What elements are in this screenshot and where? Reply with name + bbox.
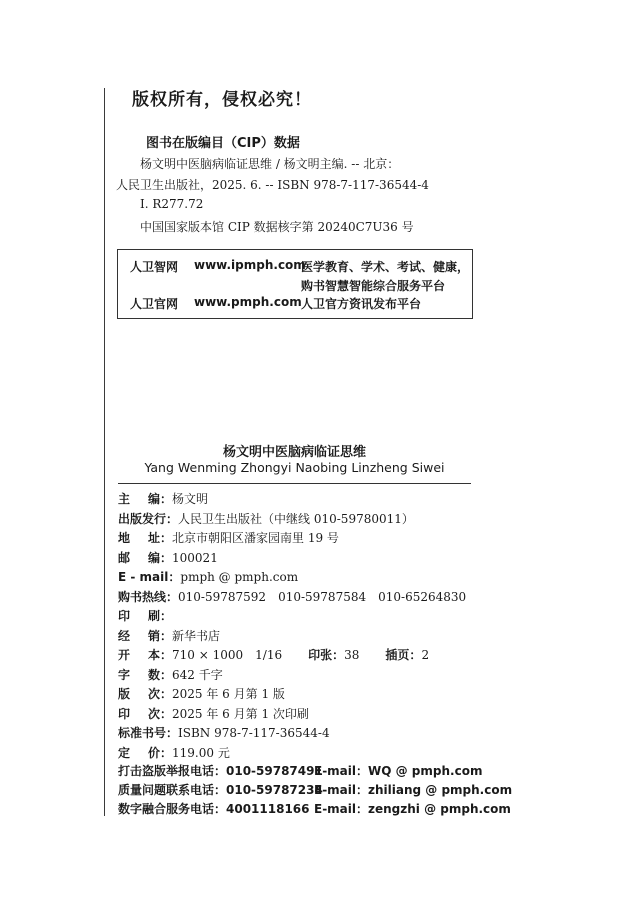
title-divider [118, 483, 471, 484]
piracy-report-phone: 打击盗版举报电话：010-59787491 [118, 764, 323, 778]
isbn-label: 标准书号 [118, 726, 167, 740]
editor-value: 杨文明 [172, 492, 209, 506]
price-label: 定价 [118, 745, 160, 760]
email-label: E - mail [118, 570, 169, 584]
info-row-format: 开本：710 × 1000 1/16 印张：38 插页：2 [118, 646, 466, 666]
piracy-report-email[interactable]: E-mail：WQ @ pmph.com [314, 764, 483, 778]
digital-service-phone: 数字融合服务电话：4001118166 [118, 802, 310, 816]
sheets-label: 印张 [308, 648, 333, 662]
cip-line-4: 中国国家版本馆 CIP 数据核字第 20240C7U36 号 [140, 220, 414, 234]
publisher-value: 人民卫生出版社（中继线 010-59780011） [178, 511, 414, 526]
hotline-value: 010-59787592 010-59787584 010-65264830 [178, 589, 467, 604]
plates-label: 插页 [385, 648, 410, 662]
info-row-isbn: 标准书号：ISBN 978-7-117-36544-4 [118, 724, 466, 744]
site2-desc: 人卫官方资讯发布平台 [301, 297, 422, 311]
cip-line-1: 杨文明中医脑病临证思维 / 杨文明主编. -- 北京： [140, 157, 400, 171]
publication-info [118, 490, 466, 763]
info-row-editor: 主编：杨文明 [118, 490, 466, 510]
info-row-words: 字数：642 千字 [118, 666, 466, 686]
info-row-edition: 版次：2025 年 6 月第 1 版 [118, 685, 466, 705]
printing-value: 2025 年 6 月第 1 次印刷 [172, 706, 309, 721]
edition-label: 版次 [118, 687, 160, 701]
sheets-value: 38 [344, 648, 360, 662]
book-title: 杨文明中医脑病临证思维 [222, 445, 366, 460]
editor-label: 主编 [118, 492, 160, 506]
site1-desc-2: 购书智慧智能综合服务平台 [301, 279, 446, 293]
format-value: 710 × 1000 1/16 [172, 648, 283, 662]
cip-heading: 图书在版编目（CIP）数据 [146, 136, 300, 151]
site1-desc: 医学教育、学术、考试、健康， [301, 260, 470, 274]
site1-url[interactable]: www.ipmph.com [194, 258, 306, 272]
site1-name: 人卫智网 [130, 260, 179, 274]
address-value: 北京市朝阳区潘家园南里 19 号 [172, 531, 339, 545]
postcode-label: 邮编 [118, 550, 160, 565]
info-row-hotline: 购书热线：010-59787592 010-59787584 010-65264830 [118, 588, 466, 608]
copyright-notice: 版权所有，侵权必究！ [132, 90, 312, 110]
distributor-value: 新华书店 [172, 628, 221, 643]
isbn-value: ISBN 978-7-117-36544-4 [178, 726, 330, 740]
cip-line-2: 人民卫生出版社，2025. 6. -- ISBN 978-7-117-36544-4 [116, 178, 429, 192]
quality-contact-email[interactable]: E-mail：zhiliang @ pmph.com [314, 783, 513, 797]
hotline-label: 购书热线 [118, 589, 167, 604]
info-row-printing: 印次：2025 年 6 月第 1 次印刷 [118, 705, 466, 725]
price-value: 119.00 元 [172, 745, 230, 760]
quality-contact-phone: 质量问题联系电话：010-59787234 [118, 783, 323, 797]
email-value[interactable]: pmph @ pmph.com [180, 570, 299, 584]
printer-label: 印刷 [118, 609, 160, 623]
publisher-label: 出版发行 [118, 511, 167, 526]
network-info-box [117, 249, 473, 319]
address-label: 地址 [118, 531, 160, 545]
info-row-price: 定价：119.00 元 [118, 744, 466, 764]
info-row-publisher: 出版发行：人民卫生出版社（中继线 010-59780011） [118, 510, 466, 530]
cip-line-3: Ⅰ. R277.72 [140, 197, 204, 211]
site2-url[interactable]: www.pmph.com [194, 295, 302, 309]
printing-label: 印次 [118, 706, 160, 721]
postcode-value: 100021 [172, 550, 218, 565]
info-row-address: 地址：北京市朝阳区潘家园南里 19 号 [118, 529, 466, 549]
format-label: 开本 [118, 648, 160, 662]
digital-service-email[interactable]: E-mail：zengzhi @ pmph.com [314, 802, 511, 816]
info-row-postcode: 邮编：100021 [118, 549, 466, 569]
edition-value: 2025 年 6 月第 1 版 [172, 687, 285, 701]
plates-value: 2 [421, 648, 430, 662]
distributor-label: 经销 [118, 628, 160, 643]
info-row-email: E - mail：pmph @ pmph.com [118, 568, 466, 588]
book-pinyin: Yang Wenming Zhongyi Naobing Linzheng Siwei [144, 460, 445, 475]
site2-name: 人卫官网 [130, 297, 179, 311]
margin-rule [104, 88, 105, 816]
words-label: 字数 [118, 667, 160, 682]
words-value: 642 千字 [172, 667, 223, 682]
info-row-distributor: 经销：新华书店 [118, 627, 466, 647]
info-row-printer: 印刷： [118, 607, 466, 627]
